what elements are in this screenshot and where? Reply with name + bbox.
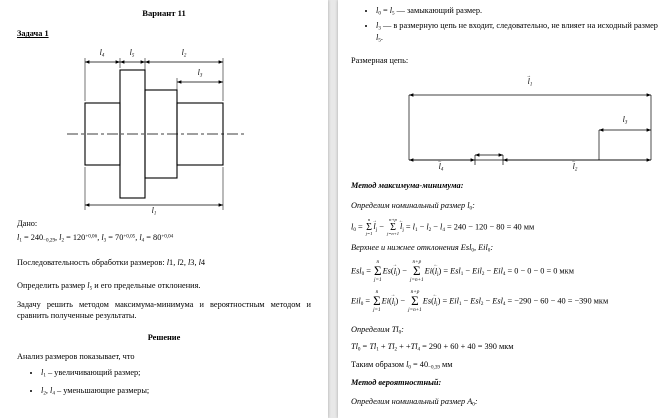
excluded-size-item bbox=[376, 21, 666, 44]
chain-label-l1: l →1 bbox=[528, 77, 533, 89]
deviations-line: Верхнее и нижнее отклонения Esl0, Eil0: bbox=[351, 243, 494, 254]
dimension-lines bbox=[85, 62, 223, 205]
chain-caption: Размерная цепь: bbox=[351, 56, 409, 65]
analysis-list bbox=[26, 368, 321, 405]
given-values: l1 = 240−0,29, $l2 = 120^{+0,06}$, $l3 = 70^{+0,05}$, $l4 = 80^{+0,04}$ bbox=[17, 233, 174, 244]
task-heading: Задача 1 bbox=[17, 29, 49, 38]
page-left bbox=[0, 0, 328, 418]
tolerance-formula: Tl0 = Tl1 + Tl2 + +Tl4 = 290 + 60 + 40 = 390 мкм bbox=[351, 342, 514, 353]
dim-label-l4: l4 bbox=[99, 47, 105, 59]
sequence-text: Последовательность обработки размеров: l1, l2, l3, l4 bbox=[17, 258, 206, 267]
dim-label-l2: l2 bbox=[181, 47, 187, 59]
increasing-size-text: l1 – увеличивающий размер; bbox=[41, 368, 141, 379]
conclusion-line: Таким образом l0 = 40−0,39 мм bbox=[351, 360, 453, 371]
task-description: Задачу решить методом максимума-минимума и вероятностным методом и сравнить полученные результаты. bbox=[17, 300, 311, 320]
page-right bbox=[338, 0, 666, 418]
increasing-size-item bbox=[41, 368, 321, 379]
shaft-drawing bbox=[55, 42, 255, 220]
chain-label-l2: l ←2 bbox=[573, 162, 578, 174]
chain-lines bbox=[409, 95, 651, 165]
probabilistic-method-heading: Метод вероятностный: bbox=[351, 378, 442, 387]
decreasing-sizes-item bbox=[41, 386, 321, 397]
decreasing-sizes-text: l2, l4 – уменьшающие размеры; bbox=[41, 386, 150, 398]
tolerance-line: Определим Tl0: bbox=[351, 325, 404, 336]
analysis-intro: Анализ размеров показывает, что bbox=[17, 352, 135, 361]
closing-size-item bbox=[376, 6, 666, 17]
dim-label-l3: l3 bbox=[197, 67, 203, 79]
dim-label-l5: l5 bbox=[129, 47, 135, 59]
given-label: Дано: bbox=[17, 219, 38, 228]
shaft-drawing-svg bbox=[55, 42, 255, 220]
nominal-size-line: Определим номинальный размер l0: bbox=[351, 201, 475, 212]
upper-deviation-formula: Esl0 = n Σ j=1 Es(l →j) − n+p Σ j=n+1 Ei(l ←j) = Esl1 − Eil2 − Eil4 = 0 − 0 − 0 = 0 мкм bbox=[351, 260, 574, 283]
lower-deviation-formula: Eil0 = n Σ j=1 Ei(l →j) − n+p Σ j=n+1 Es(l ←j) = Eil1 − Esl2 − Esl4 = −290 − 60 − 40 = −390 мкм bbox=[351, 290, 608, 313]
nominal-size-formula: l0 = n Σ j=1 l →j − n+p Σ j=n+1 l ←j = l1 − l2 − l4 = 240 − 120 − 80 = 40 мм bbox=[351, 218, 534, 237]
solution-heading: Решение bbox=[147, 333, 181, 342]
dim-label-l1: l1 bbox=[151, 205, 157, 217]
determine-text: Определить размер l5 и его предельные отклонения. bbox=[17, 281, 201, 292]
chain-diagram bbox=[403, 72, 658, 172]
chain-label-l4: l ←4 bbox=[439, 162, 444, 174]
chain-label-l3: l3 bbox=[622, 114, 628, 126]
prob-nominal-line: Определим номинальный размер A0: bbox=[351, 397, 478, 408]
max-min-method-heading: Метод максимума-минимума: bbox=[351, 181, 464, 190]
variant-heading: Вариант 11 bbox=[142, 8, 186, 18]
excluded-size-text: l3 — в размерную цепь не входит, следовательно, не влияет на исходный размер l5. bbox=[376, 21, 658, 44]
notes-list bbox=[362, 6, 666, 48]
closing-size-text: l0 = l5 — замыкающий размер. bbox=[376, 6, 483, 17]
